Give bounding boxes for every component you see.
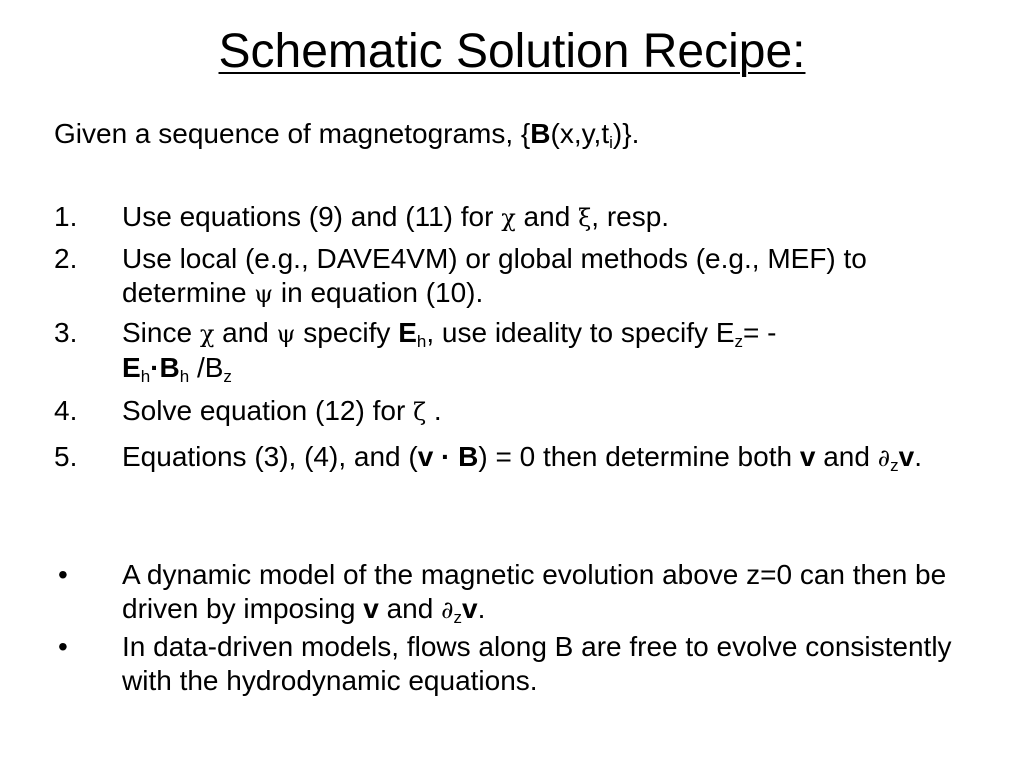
bullet-text [122, 558, 962, 627]
text-run: , use ideality to specify E [426, 317, 735, 348]
subscript: z [890, 456, 899, 475]
step-number: 5. [54, 441, 78, 472]
dot-operator: · [433, 441, 459, 472]
bold-e: E [122, 352, 141, 383]
text-run: = - [743, 317, 777, 348]
text-run: . [426, 395, 442, 426]
step-text [122, 242, 962, 311]
slide-title: Schematic Solution Recipe: [218, 25, 806, 78]
step-text [122, 200, 962, 235]
step-number: 4. [54, 395, 78, 426]
zeta-symbol: ζ [413, 398, 427, 426]
text-run: ) = 0 then determine both [478, 441, 800, 472]
subscript: z [223, 367, 232, 386]
text-run: . [477, 593, 486, 624]
text-run: , resp. [591, 201, 670, 232]
intro-part: Given a sequence of magnetograms, { [54, 118, 531, 149]
psi-symbol: ψ [276, 320, 296, 348]
subscript: h [416, 332, 427, 351]
psi-symbol: ψ [254, 280, 274, 308]
text-run: Solve equation (12) for [122, 395, 414, 426]
bold-v: v [462, 593, 478, 624]
bold-b: B [159, 352, 180, 383]
chi-symbol: χ [199, 320, 215, 348]
bold-e: E [398, 317, 417, 348]
text-run: specify [295, 317, 399, 348]
text-run: A dynamic model of the magnetic evolution above z=0 can then be driven by imposing [122, 559, 947, 624]
text-run: and [515, 201, 579, 232]
bold-v: v [417, 441, 434, 472]
partial-symbol: ∂ [877, 444, 891, 472]
xi-symbol: ξ [578, 204, 592, 232]
intro-part: )}. [612, 118, 640, 149]
bullet-marker: • [58, 631, 68, 662]
text-run: Use local (e.g., DAVE4VM) or global methods (e.g., MEF) to determine [122, 243, 867, 308]
bold-b: B [458, 441, 479, 472]
subscript: z [453, 608, 463, 627]
bold-v: v [898, 441, 915, 472]
step-text [122, 440, 962, 475]
text-run: and [815, 441, 878, 472]
text-run: Use equations (9) and (11) for [122, 201, 502, 232]
intro-subscript: i [609, 133, 613, 152]
subscript: z [734, 332, 743, 351]
text-run: and [214, 317, 277, 348]
text-run: in equation (10). [273, 277, 484, 308]
step-text [122, 394, 962, 429]
step-number: 2. [54, 243, 78, 274]
bullet-marker: • [58, 559, 68, 590]
text-run: and [378, 593, 442, 624]
subscript: h [179, 367, 190, 386]
step-text [122, 316, 962, 385]
step-number: 3. [54, 317, 78, 348]
chi-symbol: χ [501, 204, 516, 232]
intro-part: (x,y,t [550, 118, 610, 149]
intro-bold-b: B [530, 118, 551, 149]
step-number: 1. [54, 201, 78, 232]
bold-v: v [363, 593, 379, 624]
text-run: Since [122, 317, 200, 348]
text-run: Equations (3), (4), and ( [122, 441, 418, 472]
text-run: /B [189, 352, 224, 383]
subscript: h [140, 367, 151, 386]
text-run: . [914, 441, 922, 472]
bullet-text: In data-driven models, flows along B are free to evolve consistently with the hydrodynamic equations. [122, 631, 952, 696]
dot-operator: · [150, 352, 160, 383]
intro-text [54, 116, 639, 152]
partial-symbol: ∂ [441, 596, 454, 624]
bold-v: v [799, 441, 816, 472]
